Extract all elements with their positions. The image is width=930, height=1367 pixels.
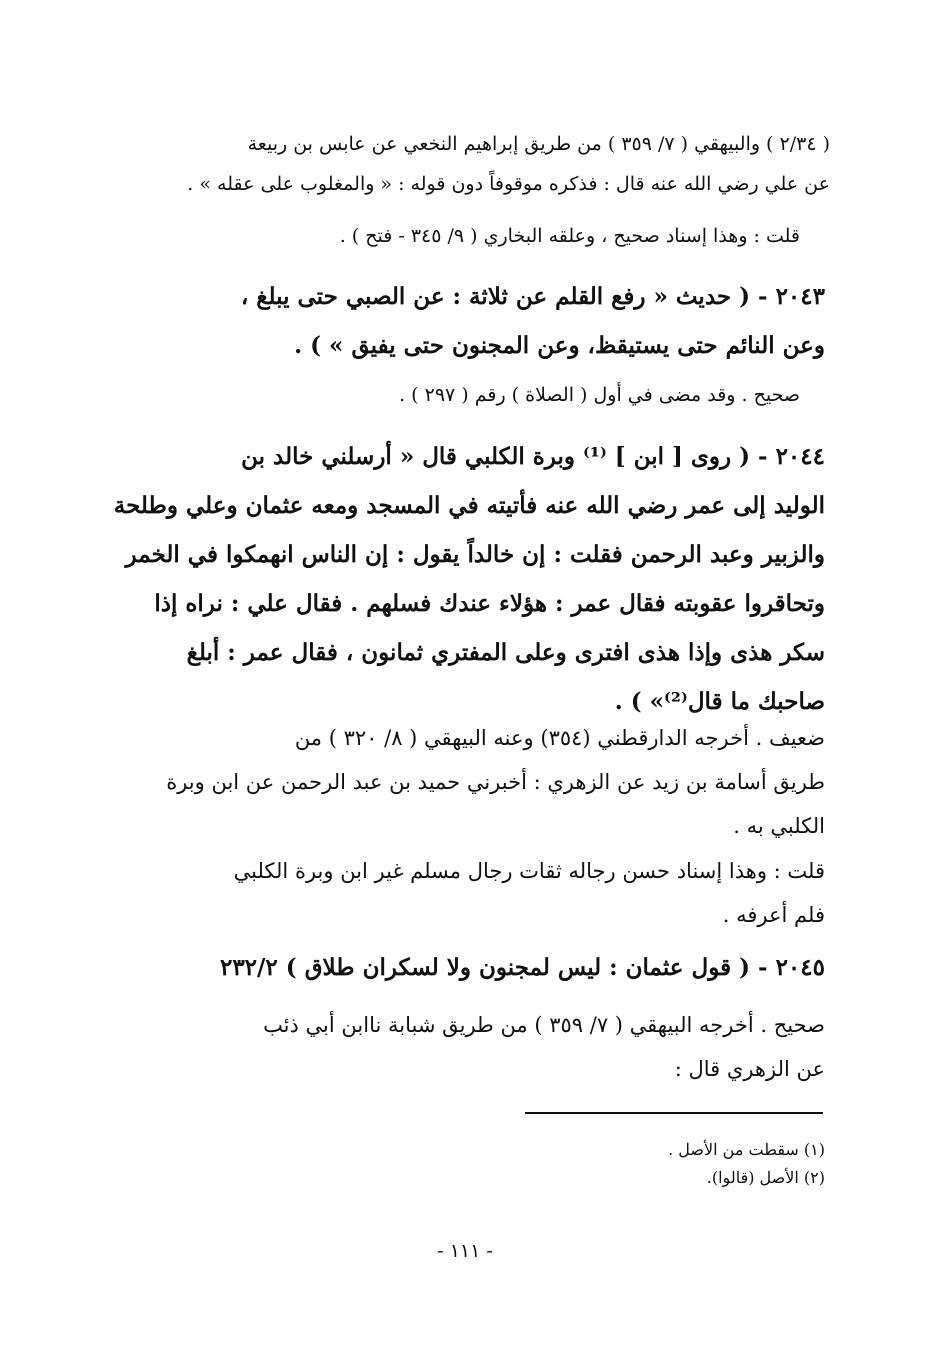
hadith-line: ٢٠٤٤ - ( روى [ ابن ] ⁽¹⁾ وبرة الكلبي قال « أرسلني خالد بن (241, 443, 825, 470)
text-line: عن الزهري قال : (674, 1057, 825, 1081)
text-line: فلم أعرفه . (722, 903, 825, 927)
hadith-line: وتحاقروا عقوبته فقال عمر : هؤلاء عندك فسلهم . فقال علي : نراه إذا (154, 590, 825, 617)
footnote-1: (١) سقطت من الأصل . (668, 1140, 825, 1159)
hadith-line: سكر هذى وإذا هذى افترى وعلى المفتري ثمانون ، فقال عمر : أبلغ (186, 639, 825, 666)
text-line: الكلبي به . (733, 814, 825, 838)
text-line: طريق أسامة بن زيد عن الزهري : أخبرني حميد بن عبد الرحمن عن ابن وبرة (166, 770, 825, 794)
hadith-line: صاحبك ما قال⁽²⁾» ) . (614, 688, 825, 715)
paragraph-takhrij (166, 716, 825, 848)
paragraph-continuation (187, 124, 830, 204)
hadith-line: ٢٠٤٣ - ( حديث « رفع القلم عن ثلاثة : عن الصبي حتى يبلغ ، (240, 283, 825, 310)
text-line: قلت : وهذا إسناد صحيح ، وعلقه البخاري ( ٩/ ٣٤٥ - فتح ) . (339, 225, 800, 247)
hadith-2043 (241, 272, 825, 370)
text-line: عن علي رضي الله عنه قال : فذكره موقوفاً دون قوله : « والمغلوب على عقله » . (187, 173, 830, 195)
hadith-2044 (114, 432, 825, 726)
footnote-separator (525, 1112, 823, 1114)
footnotes (668, 1136, 825, 1192)
paragraph-isnad-judgement (234, 849, 825, 937)
text-line: ضعيف . أخرجه الدارقطني (٣٥٤) وعنه البيهقي ( ٨/ ٣٢٠ ) من (294, 726, 825, 750)
paragraph-isnad-note (340, 216, 800, 256)
text-line: صحيح . وقد مضى في أول ( الصلاة ) رقم ( ٢٩٧ ) . (399, 384, 800, 406)
text-line: ( ٢/٣٤ ) والبيهقي ( ٧/ ٣٥٩ ) من طريق إبراهيم النخعي عن عابس بن ربيعة (247, 133, 830, 155)
paragraph-grading (399, 375, 800, 415)
hadith-line: الوليد إلى عمر رضي الله عنه فأتيته في المسجد ومعه عثمان وعلي وطلحة (113, 492, 825, 519)
text-line: قلت : وهذا إسناد حسن رجاله ثقات رجال مسلم غير ابن وبرة الكلبي (233, 859, 825, 883)
hadith-line: والزبير وعبد الرحمن فقلت : إن خالداً يقول : إن الناس انهمكوا في الخمر (125, 541, 825, 568)
hadith-line: وعن النائم حتى يستيقظ، وعن المجنون حتى يفيق » ) . (294, 332, 825, 359)
hadith-2045 (220, 943, 825, 992)
text-line: صحيح . أخرجه البيهقي ( ٧/ ٣٥٩ ) من طريق شبابة ناابن أبي ذئب (263, 1013, 825, 1037)
page-number: - ١١١ - (437, 1240, 493, 1262)
hadith-line: ٢٠٤٥ - ( قول عثمان : ليس لمجنون ولا لسكران طلاق ) ٢٣٢/٢ (219, 954, 825, 981)
paragraph-takhrij-2045 (263, 1003, 825, 1091)
footnote-2: (٢) الأصل (قالوا). (706, 1168, 825, 1187)
